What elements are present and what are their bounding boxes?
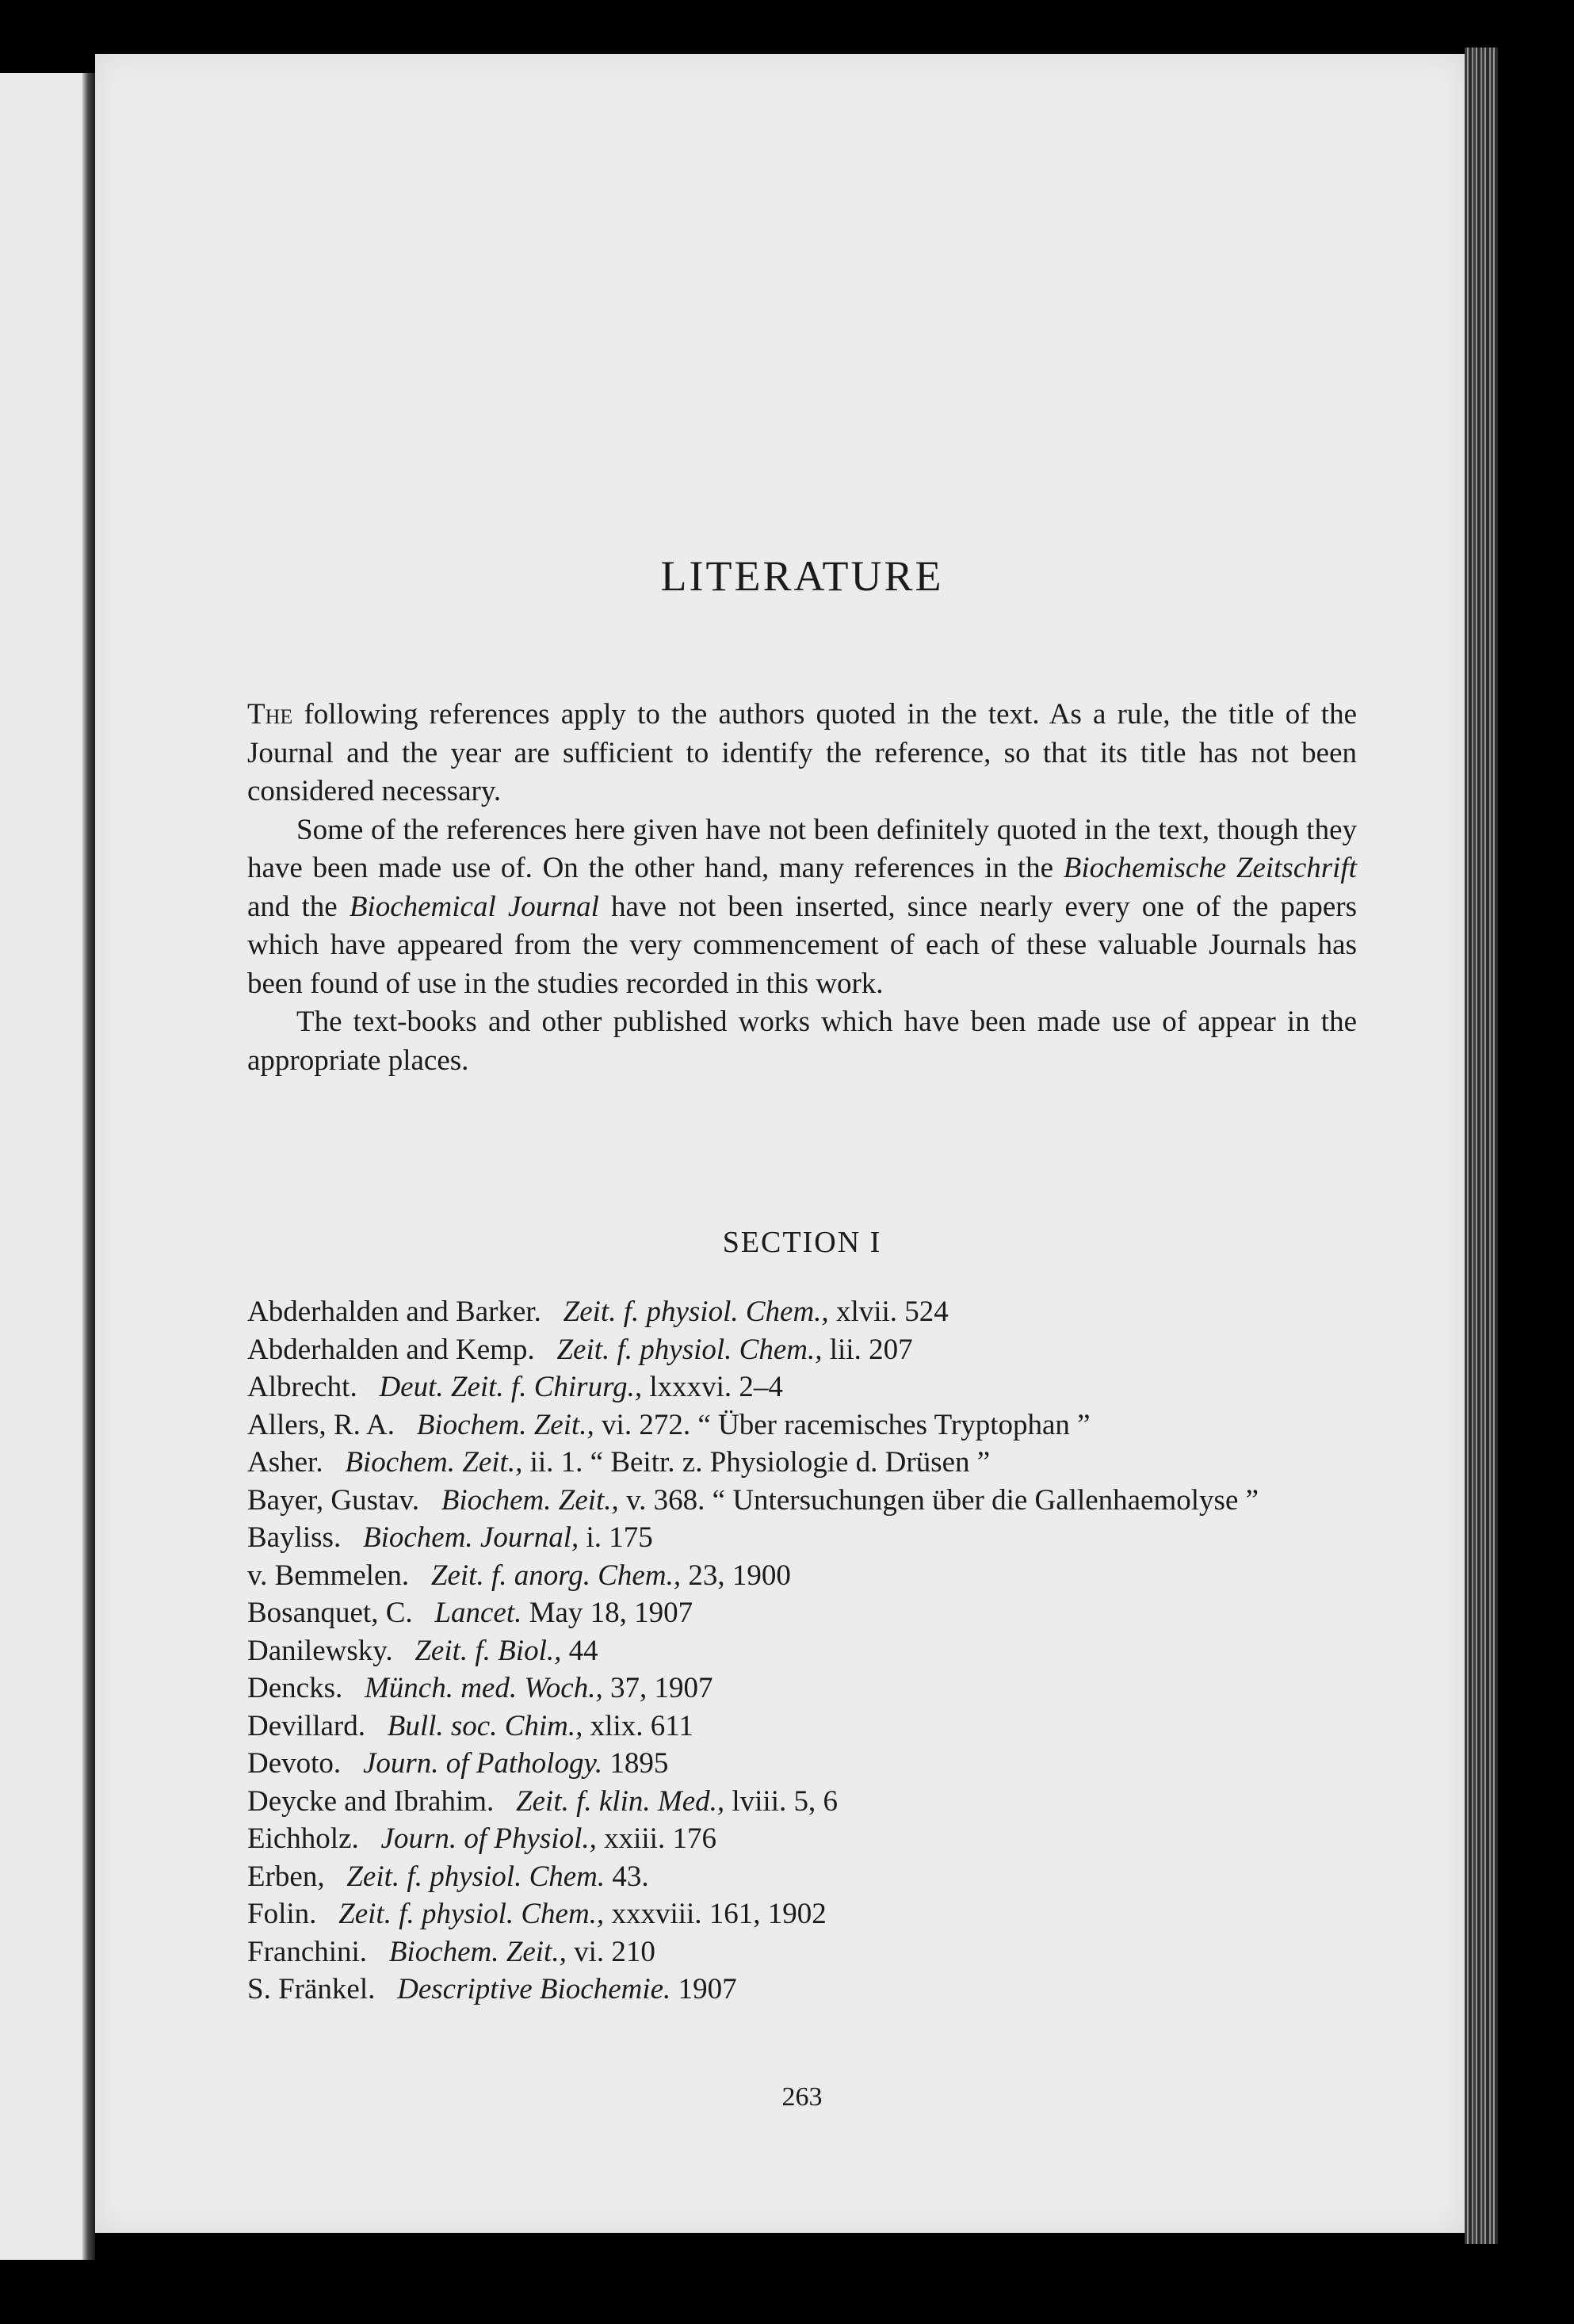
reference-detail: vi. 272. “ Über racemisches Tryptophan ” bbox=[602, 1408, 1091, 1441]
reference-journal: Biochem. Zeit., bbox=[441, 1483, 619, 1517]
reference-author: Devoto. bbox=[247, 1747, 342, 1780]
reference-detail: lxxxvi. 2–4 bbox=[649, 1371, 783, 1403]
reference-detail: May 18, 1907 bbox=[529, 1597, 693, 1629]
reference-author: Asher. bbox=[247, 1446, 323, 1479]
reference-author: Bayliss. bbox=[247, 1521, 342, 1554]
intro-paragraph-1 bbox=[247, 696, 1357, 811]
reference-entry bbox=[247, 1820, 1357, 1858]
reference-entry bbox=[247, 1670, 1357, 1708]
reference-author: Danilewsky. bbox=[247, 1634, 393, 1667]
reference-detail: 1907 bbox=[678, 1973, 737, 2005]
reference-detail: xlvii. 524 bbox=[835, 1296, 949, 1328]
page-title: LITERATURE bbox=[660, 552, 944, 600]
reference-author: Folin. bbox=[247, 1898, 317, 1930]
reference-journal: Zeit. f. physiol. Chem. bbox=[346, 1860, 606, 1893]
reference-entry bbox=[247, 1895, 1357, 1933]
reference-author: v. Bemmelen. bbox=[247, 1559, 410, 1592]
reference-entry bbox=[247, 1482, 1357, 1520]
reference-journal: Journ. of Physiol., bbox=[380, 1822, 597, 1855]
reference-author: Franchini. bbox=[247, 1935, 368, 1968]
reference-detail: 1895 bbox=[609, 1747, 669, 1780]
reference-author: Abderhalden and Kemp. bbox=[247, 1333, 535, 1366]
section-heading: SECTION I bbox=[722, 1226, 882, 1259]
reference-detail: i. 175 bbox=[586, 1521, 653, 1554]
reference-detail: xlix. 611 bbox=[590, 1709, 693, 1742]
intro-p2-text-c: have not been inserted, since nearly every one of the papers which have appeared from the very commencement of each of these valuable Journals has been found of use in the studies recorded in this work. bbox=[247, 890, 1357, 1000]
reference-detail: 43. bbox=[612, 1860, 649, 1893]
reference-journal: Descriptive Biochemie. bbox=[397, 1973, 671, 2005]
reference-entry bbox=[247, 1858, 1357, 1896]
reference-entry bbox=[247, 1933, 1357, 1971]
reference-journal: Zeit. f. Biol., bbox=[415, 1634, 562, 1667]
intro-p2-text-b: and the bbox=[247, 890, 350, 923]
intro-p2-journal-2: Biochemical Journal bbox=[349, 890, 599, 923]
reference-detail: vi. 210 bbox=[574, 1935, 655, 1968]
intro-lead-word: The bbox=[247, 698, 293, 731]
reference-journal: Zeit. f. physiol. Chem., bbox=[563, 1296, 829, 1328]
page-number: 263 bbox=[781, 2082, 823, 2112]
reference-detail: lii. 207 bbox=[829, 1333, 913, 1366]
page-stack-edge bbox=[1465, 48, 1498, 2244]
reference-entry bbox=[247, 1368, 1357, 1406]
reference-author: Allers, R. A. bbox=[247, 1408, 395, 1441]
reference-journal: Zeit. f. klin. Med., bbox=[516, 1784, 725, 1818]
reference-author: Dencks. bbox=[247, 1672, 343, 1704]
reference-journal: Zeit. f. anorg. Chem., bbox=[430, 1559, 682, 1592]
reference-author: Bosanquet, C. bbox=[247, 1597, 413, 1629]
reference-list bbox=[247, 1293, 1357, 2009]
intro-p2-text-a: Some of the references here given have not been definitely quoted in the text, though they have been made use of. On the other hand, many references in the bbox=[247, 813, 1357, 884]
reference-detail: xxxviii. 161, 1902 bbox=[611, 1898, 827, 1930]
reference-author: Eichholz. bbox=[247, 1822, 359, 1855]
book-page bbox=[95, 54, 1465, 2233]
reference-detail: v. 368. “ Untersuchungen über die Gallenhaemolyse ” bbox=[626, 1483, 1259, 1517]
reference-entry bbox=[247, 1745, 1357, 1783]
reference-author: Devillard. bbox=[247, 1709, 365, 1742]
reference-journal: Biochem. Journal, bbox=[362, 1521, 579, 1554]
reference-entry bbox=[247, 1594, 1357, 1632]
intro-p2-journal-1: Biochemische Zeitschrift bbox=[1063, 852, 1357, 884]
reference-author: Erben, bbox=[247, 1860, 325, 1893]
reference-entry bbox=[247, 1444, 1357, 1482]
reference-journal: Biochem. Zeit., bbox=[345, 1446, 523, 1479]
reference-journal: Biochem. Zeit., bbox=[416, 1408, 594, 1441]
reference-detail: ii. 1. “ Beitr. z. Physiologie d. Drüsen ” bbox=[529, 1446, 991, 1479]
reference-journal: Biochem. Zeit., bbox=[388, 1935, 567, 1968]
reference-journal: Münch. med. Woch., bbox=[364, 1672, 603, 1704]
reference-journal: Journ. of Pathology. bbox=[362, 1747, 603, 1780]
reference-author: Abderhalden and Barker. bbox=[247, 1296, 541, 1328]
reference-entry bbox=[247, 1708, 1357, 1746]
reference-detail: 37, 1907 bbox=[609, 1672, 713, 1704]
reference-author: S. Fränkel. bbox=[247, 1973, 376, 2005]
intro-text bbox=[247, 696, 1357, 1080]
intro-paragraph-2 bbox=[247, 811, 1357, 1004]
reference-journal: Deut. Zeit. f. Chirurg., bbox=[379, 1371, 643, 1403]
reference-entry bbox=[247, 1632, 1357, 1670]
reference-entry bbox=[247, 1557, 1357, 1595]
reference-entry bbox=[247, 1971, 1357, 2009]
reference-entry bbox=[247, 1293, 1357, 1331]
reference-entry bbox=[247, 1783, 1357, 1821]
reference-author: Deycke and Ibrahim. bbox=[247, 1784, 495, 1818]
reference-journal: Zeit. f. physiol. Chem., bbox=[338, 1898, 605, 1930]
reference-detail: 44 bbox=[568, 1634, 598, 1667]
reference-entry bbox=[247, 1406, 1357, 1444]
reference-journal: Bull. soc. Chim., bbox=[387, 1709, 583, 1742]
left-page-edge bbox=[0, 73, 95, 2260]
intro-p1-text: following references apply to the authors quoted in the text. As a rule, the title of the Journal and the year are sufficient to identify the reference, so that its title has not been considered necessary. bbox=[247, 698, 1357, 807]
intro-paragraph-3: The text-books and other published works which have been made use of appear in the appropriate places. bbox=[247, 1006, 1357, 1077]
reference-entry bbox=[247, 1519, 1357, 1557]
reference-journal: Lancet. bbox=[434, 1597, 522, 1629]
reference-detail: 23, 1900 bbox=[688, 1559, 791, 1592]
reference-author: Bayer, Gustav. bbox=[247, 1483, 420, 1517]
reference-journal: Zeit. f. physiol. Chem., bbox=[556, 1333, 823, 1366]
reference-detail: xxiii. 176 bbox=[604, 1822, 716, 1855]
book-gutter-shadow bbox=[82, 73, 95, 2260]
reference-author: Albrecht. bbox=[247, 1371, 357, 1403]
reference-entry bbox=[247, 1331, 1357, 1369]
reference-detail: lviii. 5, 6 bbox=[732, 1784, 838, 1818]
